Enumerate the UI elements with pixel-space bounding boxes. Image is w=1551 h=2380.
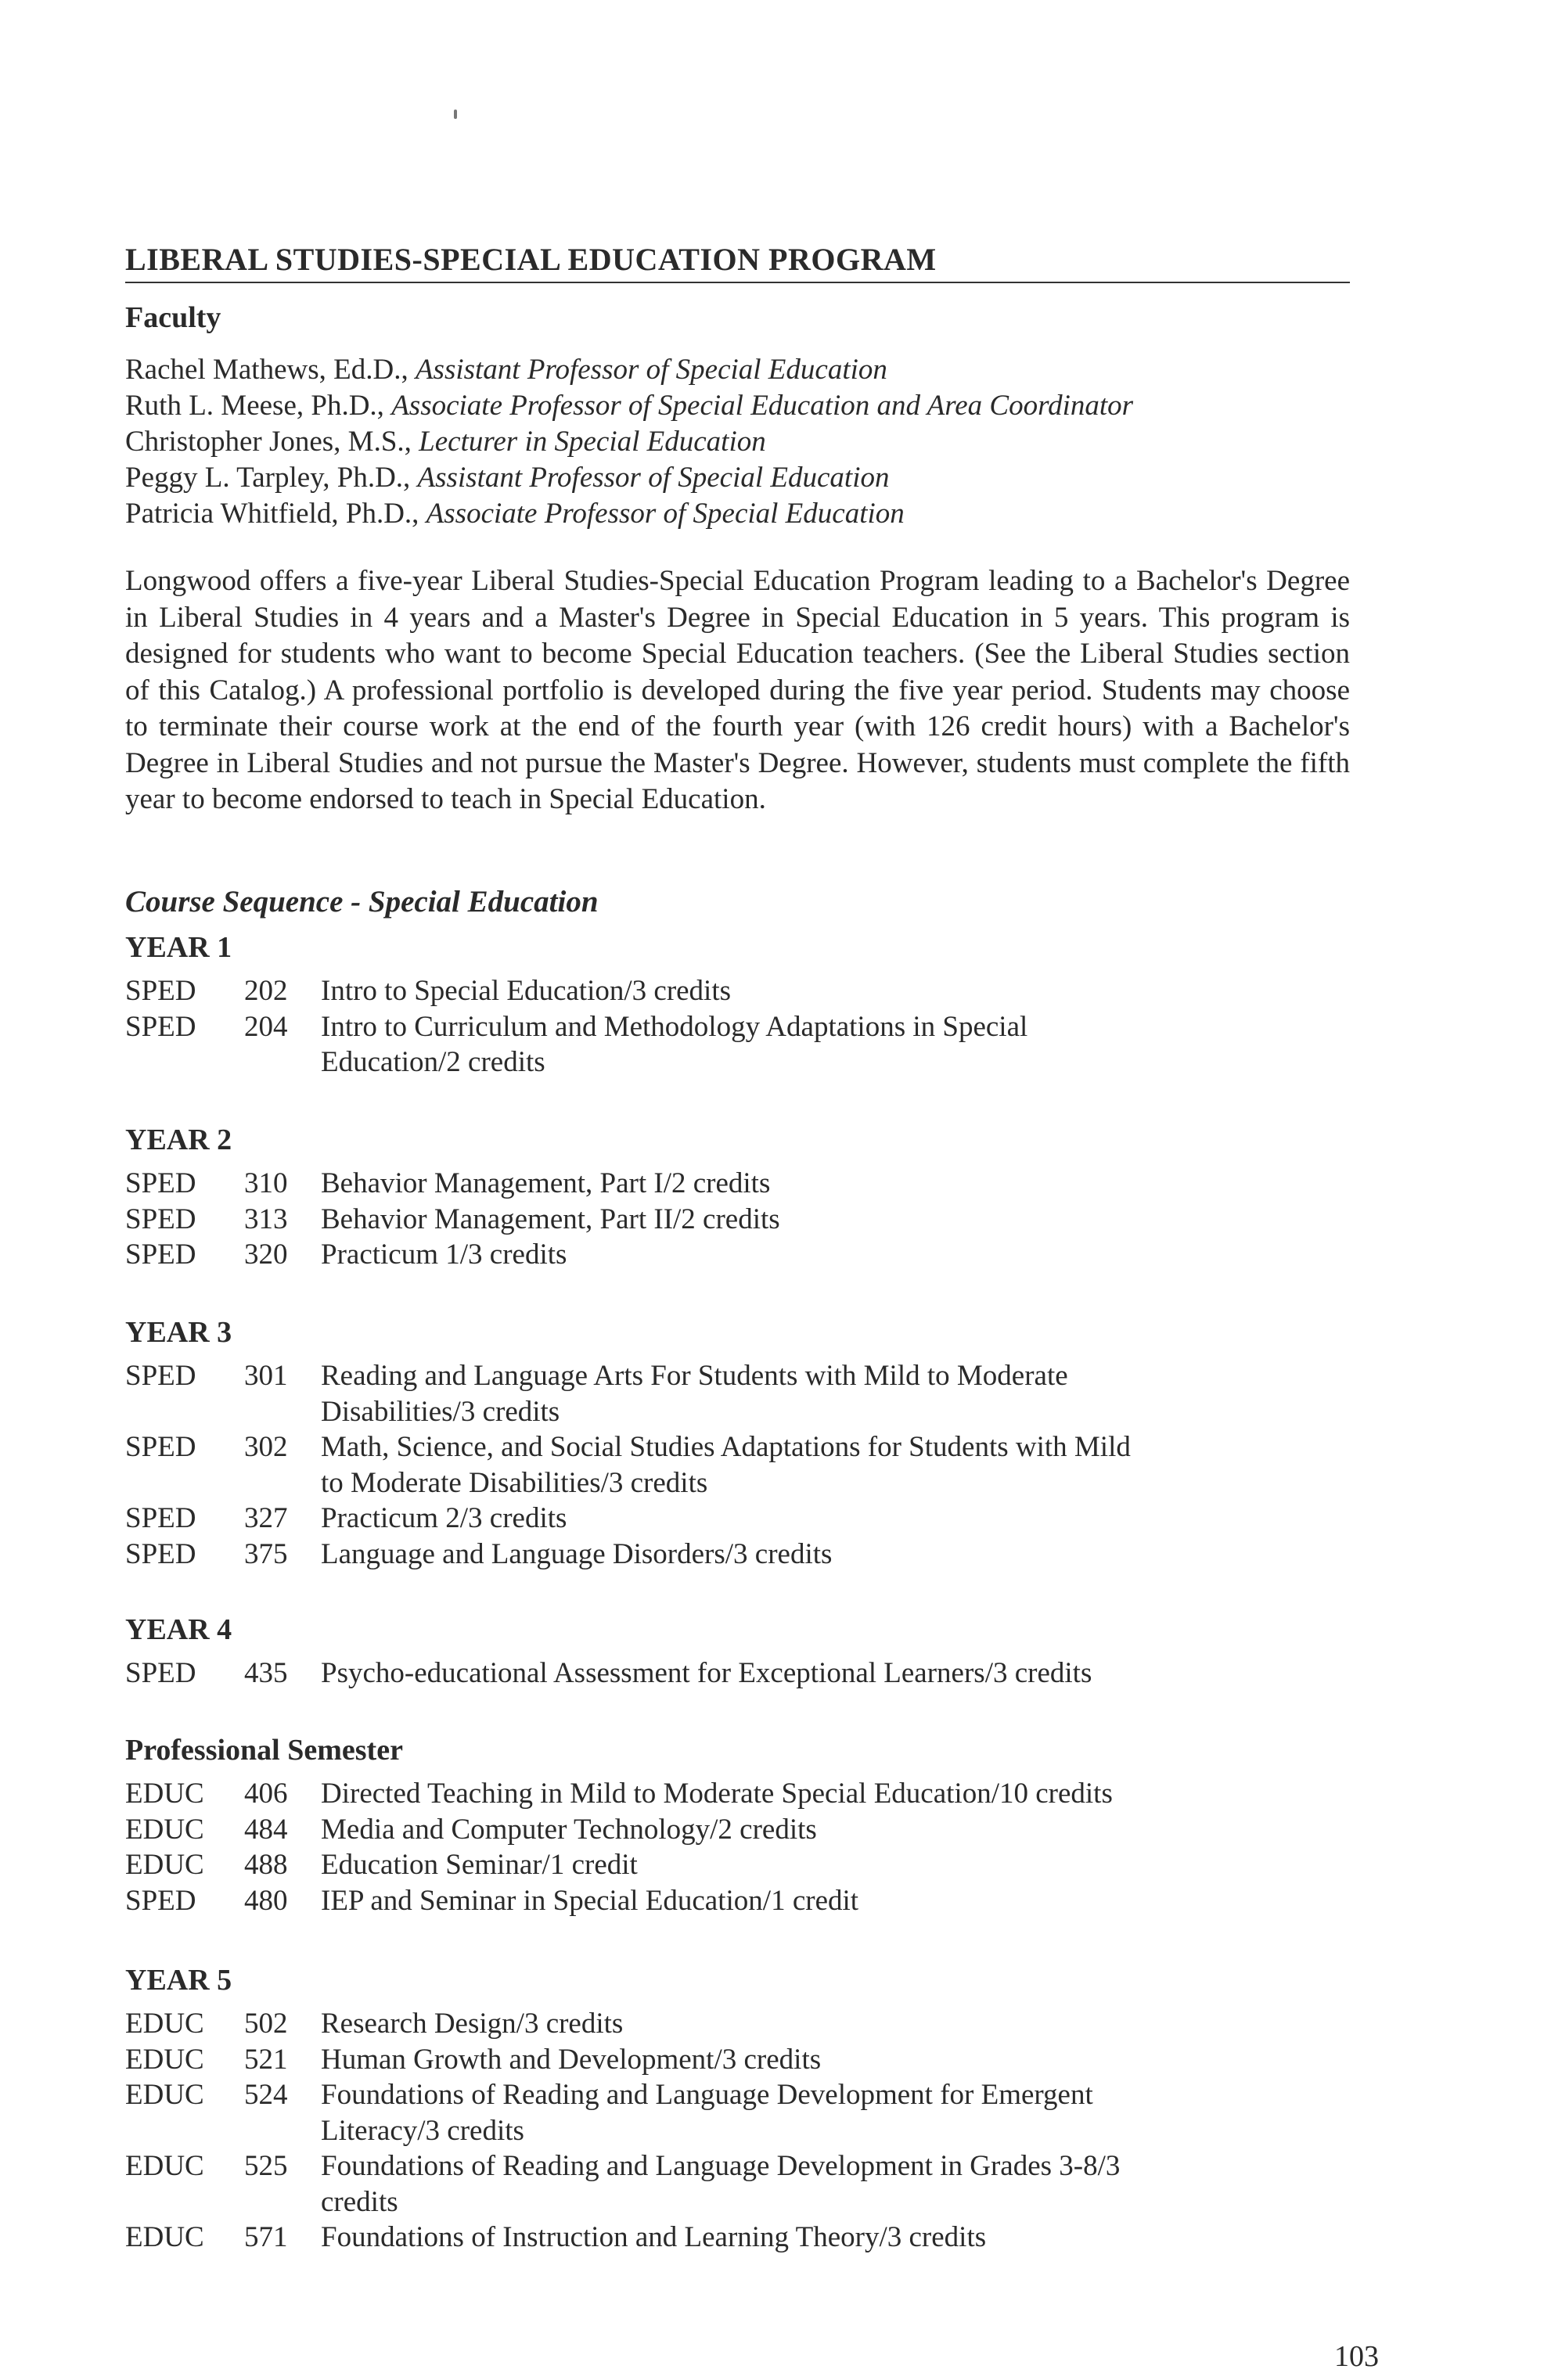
course-row bbox=[125, 1009, 1350, 1080]
course-title: Foundations of Reading and Language Development in Grades 3-8/3 credits bbox=[321, 2150, 1121, 2218]
professional-semester-heading: Professional Semester bbox=[125, 1734, 403, 1767]
course-number: 488 bbox=[244, 1849, 288, 1881]
year-block bbox=[125, 1122, 1350, 1273]
catalog-page bbox=[125, 0, 1350, 2380]
course-title: Foundations of Instruction and Learning Theory/3 credits bbox=[321, 2221, 987, 2253]
faculty-list bbox=[125, 352, 1133, 532]
course-title: Behavior Management, Part I/2 credits bbox=[321, 1167, 771, 1199]
course-title: Reading and Language Arts For Students with Mild to Moderate Disabilities/3 credits bbox=[321, 1360, 1068, 1428]
course-number: 525 bbox=[244, 2150, 288, 2182]
faculty-role: Assistant Professor of Special Education bbox=[417, 462, 890, 494]
faculty-role: Lecturer in Special Education bbox=[419, 426, 766, 458]
course-row bbox=[125, 2042, 1350, 2078]
course-row bbox=[125, 2220, 1350, 2256]
course-title: Practicum 2/3 credits bbox=[321, 1502, 567, 1534]
course-dept: EDUC bbox=[125, 1778, 204, 1810]
course-number: 327 bbox=[244, 1502, 288, 1534]
course-dept: EDUC bbox=[125, 2008, 204, 2040]
course-sequence-heading: Course Sequence - Special Education bbox=[125, 885, 599, 919]
course-row bbox=[125, 1237, 1350, 1273]
course-dept: SPED bbox=[125, 1502, 196, 1534]
year-heading: YEAR 5 bbox=[125, 1964, 232, 1997]
course-dept: EDUC bbox=[125, 1813, 204, 1846]
course-title: Intro to Curriculum and Methodology Adaptations in Special Education/2 credits bbox=[321, 1010, 1028, 1078]
course-number: 484 bbox=[244, 1813, 288, 1846]
page-title: LIBERAL STUDIES-SPECIAL EDUCATION PROGRAM bbox=[125, 242, 937, 277]
course-title: Education Seminar/1 credit bbox=[321, 1849, 638, 1881]
faculty-role: Associate Professor of Special Education bbox=[426, 498, 905, 530]
course-number: 301 bbox=[244, 1360, 288, 1392]
course-title: Behavior Management, Part II/2 credits bbox=[321, 1203, 780, 1235]
course-dept: SPED bbox=[125, 1884, 196, 1917]
course-number: 524 bbox=[244, 2079, 288, 2111]
faculty-member bbox=[125, 388, 1133, 424]
year-heading: YEAR 4 bbox=[125, 1613, 232, 1646]
course-title: Math, Science, and Social Studies Adaptations for Students with Mild to Moderate Disabilities/3 credits bbox=[321, 1431, 1131, 1499]
course-dept: SPED bbox=[125, 1360, 196, 1392]
course-title: Research Design/3 credits bbox=[321, 2008, 624, 2040]
course-title: Media and Computer Technology/2 credits bbox=[321, 1813, 817, 1846]
course-number: 310 bbox=[244, 1167, 288, 1199]
course-title: Directed Teaching in Mild to Moderate Special Education/10 credits bbox=[321, 1778, 1113, 1810]
course-row bbox=[125, 1883, 1350, 1919]
course-title: IEP and Seminar in Special Education/1 credit bbox=[321, 1884, 859, 1917]
course-row bbox=[125, 1812, 1350, 1848]
course-number: 204 bbox=[244, 1010, 288, 1043]
faculty-role: Associate Professor of Special Education and Area Coordinator bbox=[391, 390, 1134, 422]
course-title: Psycho-educational Assessment for Exceptional Learners/3 credits bbox=[321, 1657, 1092, 1689]
faculty-heading: Faculty bbox=[125, 301, 221, 334]
scan-speck bbox=[454, 110, 457, 119]
course-number: 571 bbox=[244, 2221, 288, 2253]
course-row bbox=[125, 1202, 1350, 1238]
course-title: Intro to Special Education/3 credits bbox=[321, 975, 732, 1007]
faculty-member bbox=[125, 460, 1133, 496]
course-row bbox=[125, 973, 1350, 1009]
year-block bbox=[125, 1314, 1350, 1572]
course-number: 313 bbox=[244, 1203, 288, 1235]
course-number: 320 bbox=[244, 1239, 288, 1271]
course-title: Language and Language Disorders/3 credits bbox=[321, 1537, 833, 1570]
course-row bbox=[125, 2148, 1350, 2220]
year-heading: YEAR 1 bbox=[125, 931, 232, 964]
course-row bbox=[125, 1501, 1350, 1537]
year-block bbox=[125, 1612, 1350, 1692]
faculty-name: Peggy L. Tarpley, Ph.D., bbox=[125, 462, 411, 494]
course-dept: SPED bbox=[125, 975, 196, 1007]
course-number: 480 bbox=[244, 1884, 288, 1917]
course-dept: SPED bbox=[125, 1203, 196, 1235]
faculty-member bbox=[125, 352, 1133, 388]
professional-semester-block bbox=[125, 1732, 1350, 1918]
course-row bbox=[125, 1656, 1350, 1692]
course-dept: EDUC bbox=[125, 2221, 204, 2253]
course-dept: SPED bbox=[125, 1657, 196, 1689]
title-rule bbox=[125, 282, 1350, 283]
year-block bbox=[125, 929, 1350, 1080]
faculty-name: Patricia Whitfield, Ph.D., bbox=[125, 498, 419, 530]
course-title: Human Growth and Development/3 credits bbox=[321, 2043, 822, 2076]
faculty-role: Assistant Professor of Special Education bbox=[415, 354, 887, 386]
year-block bbox=[125, 1962, 1350, 2256]
faculty-member bbox=[125, 496, 1133, 532]
program-description: Longwood offers a five-year Liberal Studies-Special Education Program leading to a Bachelor's Degree in Liberal Studies in 4 years and a Master's Degree in Special Education in 5 years. This program is designed for students who want to become Special Education teachers. (See the Liberal Studies section of this Catalog.) A professional portfolio is developed during the five year period. Students may choose to terminate their course work at the end of the fourth year (with 126 credit hours) with a Bachelor's Degree in Liberal Studies and not pursue the Master's Degree. However, students must complete the fifth year to become endorsed to teach in Special Education. bbox=[125, 565, 1350, 815]
faculty-name: Ruth L. Meese, Ph.D., bbox=[125, 390, 384, 422]
course-row bbox=[125, 1776, 1350, 1812]
course-number: 435 bbox=[244, 1657, 288, 1689]
course-number: 375 bbox=[244, 1537, 288, 1570]
course-number: 502 bbox=[244, 2008, 288, 2040]
course-row bbox=[125, 2006, 1350, 2042]
page-number: 103 bbox=[1334, 2340, 1379, 2373]
faculty-member bbox=[125, 424, 1133, 460]
course-number: 406 bbox=[244, 1778, 288, 1810]
course-dept: EDUC bbox=[125, 2043, 204, 2076]
course-dept: SPED bbox=[125, 1010, 196, 1043]
course-row bbox=[125, 1166, 1350, 1202]
course-number: 521 bbox=[244, 2043, 288, 2076]
course-row bbox=[125, 2077, 1350, 2148]
course-row bbox=[125, 1358, 1350, 1429]
course-dept: EDUC bbox=[125, 2079, 204, 2111]
course-dept: EDUC bbox=[125, 1849, 204, 1881]
course-dept: SPED bbox=[125, 1537, 196, 1570]
course-dept: SPED bbox=[125, 1239, 196, 1271]
faculty-name: Rachel Mathews, Ed.D., bbox=[125, 354, 408, 386]
course-dept: SPED bbox=[125, 1431, 196, 1463]
course-row bbox=[125, 1429, 1350, 1501]
course-number: 202 bbox=[244, 975, 288, 1007]
course-dept: EDUC bbox=[125, 2150, 204, 2182]
course-number: 302 bbox=[244, 1431, 288, 1463]
course-row bbox=[125, 1847, 1350, 1883]
course-title: Practicum 1/3 credits bbox=[321, 1239, 567, 1271]
course-title: Foundations of Reading and Language Development for Emergent Literacy/3 credits bbox=[321, 2079, 1093, 2147]
course-row bbox=[125, 1537, 1350, 1573]
year-heading: YEAR 3 bbox=[125, 1316, 232, 1349]
course-dept: SPED bbox=[125, 1167, 196, 1199]
faculty-name: Christopher Jones, M.S., bbox=[125, 426, 412, 458]
year-heading: YEAR 2 bbox=[125, 1123, 232, 1156]
